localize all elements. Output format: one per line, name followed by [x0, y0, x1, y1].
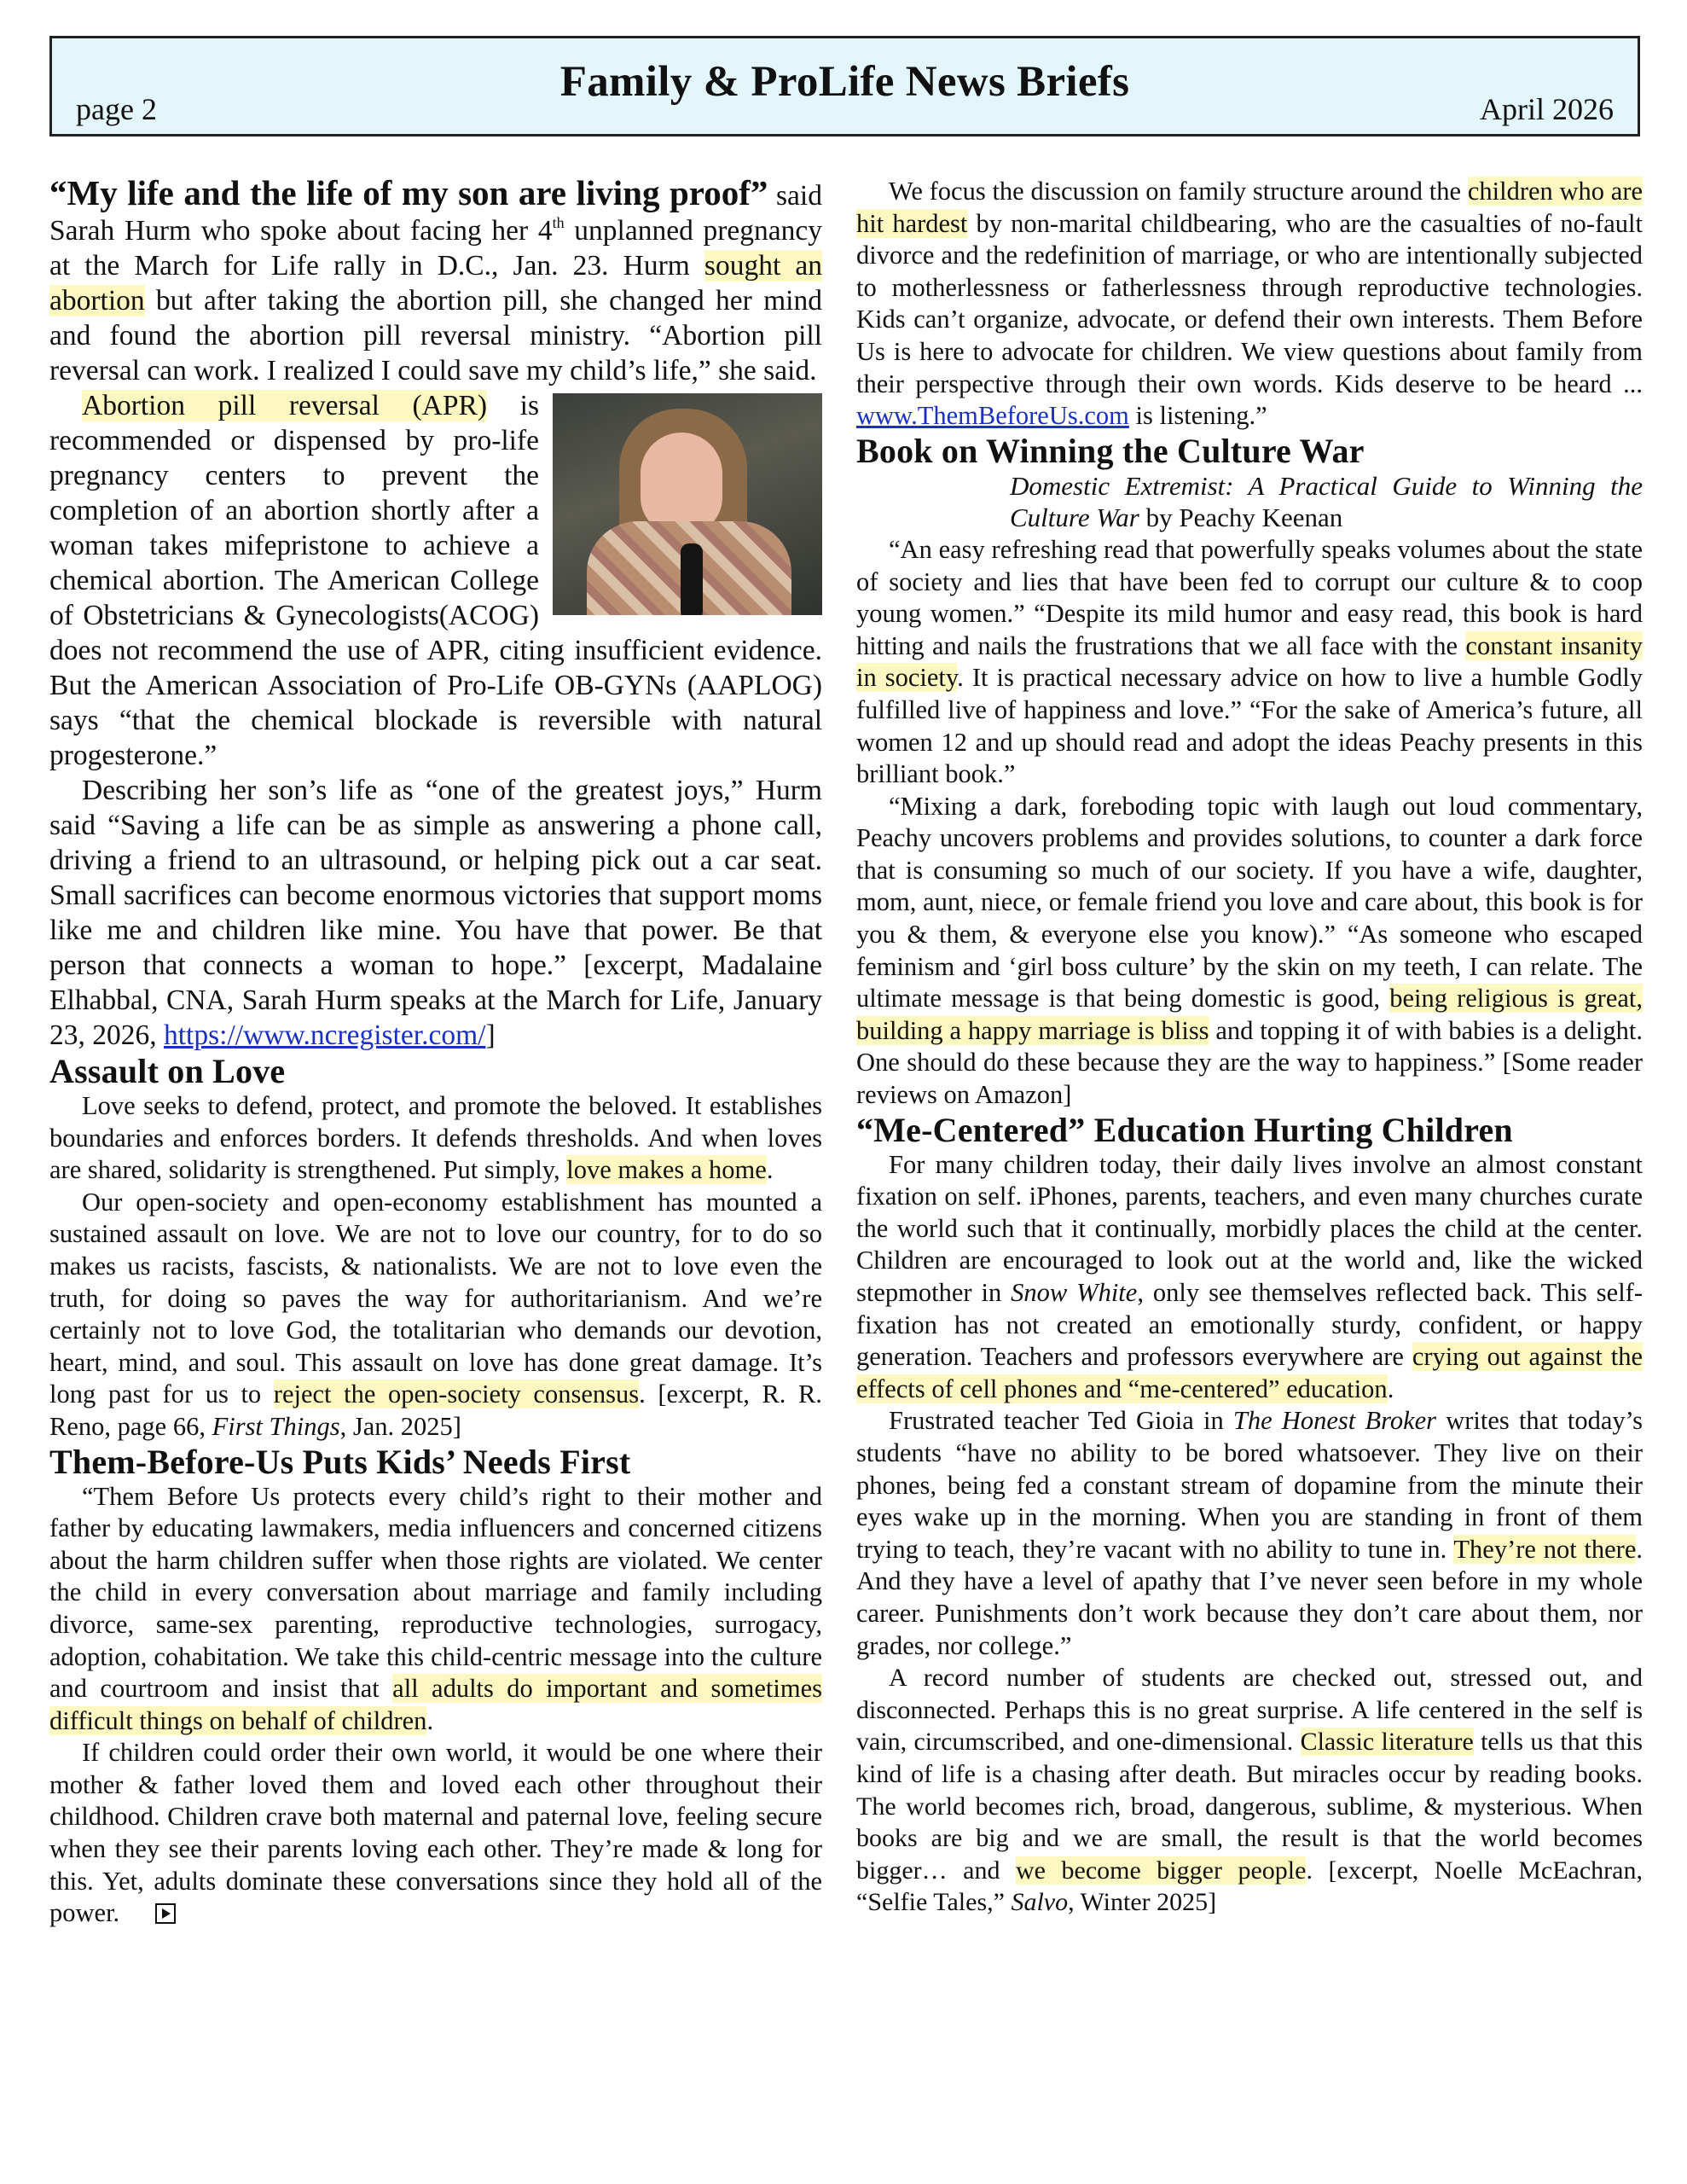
- highlight: Classic literature: [1300, 1728, 1474, 1757]
- article-headline: Them-Before-Us Puts Kids’ Needs First: [49, 1442, 631, 1481]
- article-headline: “My life and the life of my son are living proof”: [49, 173, 768, 212]
- paragraph: Our open-society and open-economy establishment has mounted a sustained assault on love. We are not to love our country, for to do so makes us racists, fascists, & nationalists. We are not to love even the truth, for doing so paves the way for authoritarianism. And we’re certainly not to love God, the totalitarian who demands our devotion, heart, mind, and soul. This assault on love has done great damage. It’s long past for us to reject the open-society consensus. [excerpt, R. R. Reno, page 66, First Things, Jan. 2025]: [49, 1187, 822, 1441]
- article-headline: Assault on Love: [49, 1052, 286, 1090]
- highlight: sought an abortion: [49, 250, 822, 317]
- masthead: [49, 36, 1640, 136]
- article-me-centered-education: [856, 1112, 1643, 1919]
- highlight: constant insanity in society: [856, 630, 1643, 693]
- highlight: reject the open-society consensus: [273, 1380, 640, 1409]
- book-title: Domestic Extremist: A Practical Guide to Winning the Culture War: [1010, 470, 1643, 533]
- speaker-photo: [553, 393, 822, 615]
- paragraph: Abortion pill reversal (APR) is recommended or dispensed by pro-life pregnancy centers to prevent the completion of an abortion shortly after a woman takes mifepristone to achieve a chemical abortion. The American College of Obstetricians & Gynecologists(ACOG) does not recommend the use of APR, citing insufficient evidence. But the American Association of Pro-Life OB-GYNs (AAPLOG) says “that the chemical blockade is reversible with natural progesterone.”: [49, 390, 822, 771]
- article-book-culture-war: [856, 433, 1643, 1112]
- paragraph: “Mixing a dark, foreboding topic with laugh out loud commentary, Peachy uncovers problems and provides solutions, to counter a dark force that is consuming so much of our society. If you have a wife, daughter, mom, aunt, niece, or female friend you love and care about, this book is for you & them, & everyone else you know).” “As someone who escaped feminism and ‘girl boss culture’ by the skin on my teeth, I can relate. The ultimate message is that being domestic is good, being religious is great, building a happy marriage is bliss and topping it of with babies is a delight. One should do these because they are the way to happiness.” [Some reader reviews on Amazon]: [856, 791, 1643, 1110]
- paragraph: If children could order their own world, it would be one where their mother & father loved them and loved each other throughout their childhood. Children crave both maternal and paternal love, feeling secure when they see their parents loving each other. They’re made & long for this. Yet, adults dominate these conversations since they hold all of the power.: [49, 1738, 822, 1928]
- article-march-for-life: [49, 173, 822, 1053]
- article-them-before-us: [49, 1443, 822, 1930]
- issue-date: April 2026: [1480, 92, 1614, 126]
- article-assault-on-love: [49, 1053, 822, 1443]
- paragraph: “An easy refreshing read that powerfully speaks volumes about the state of society and lies that have been fed to corrupt our culture & to coop young women.” “Despite its mild humor and easy read, this book is hard hitting and nails the frustrations that we all face with the constant insanity in society. It is practical necessary advice on how to live a humble Godly fulfilled live of happiness and love.” “For the sake of America’s future, all women 12 and up should read and adopt the ideas Peachy presents in this brilliant book.”: [856, 534, 1643, 789]
- highlight: love makes a home: [566, 1155, 767, 1185]
- highlight: all adults do important and sometimes difficult things on behalf of children: [49, 1674, 822, 1735]
- play-icon[interactable]: [155, 1903, 176, 1924]
- highlight: we become bigger people: [1016, 1856, 1307, 1885]
- right-column: [856, 176, 1643, 1919]
- left-column: [49, 173, 822, 1930]
- paragraph: For many children today, their daily lives involve an almost constant fixation on self. iPhones, parents, teachers, and even many churches curate the world such that it continually, morbidly places the child at the center. Children are encouraged to look out at the world and, like the wicked stepmother in Snow White, only see themselves reflected back. This self-fixation has not created an emotionally sturdy, confident, or happy generation. Teachers and professors everywhere are crying out against the effects of cell phones and “me-centered” education.: [856, 1149, 1644, 1403]
- highlight: children who are hit hardest: [856, 177, 1644, 238]
- article-lead-paragraph: “My life and the life of my son are living proof” said Sarah Hurm who spoke about facing her 4th unplanned pregnancy at the March for Life rally in D.C., Jan. 23. Hurm sought an abortion but after taking the abortion pill, she changed her mind and found the abortion pill reversal ministry. “Abortion pill reversal can work. I realized I could save my child’s life,” she said.: [49, 173, 822, 386]
- highlight: being religious is great, building a happy marriage is bliss: [856, 984, 1643, 1045]
- article-headline: Book on Winning the Culture War: [856, 431, 1365, 470]
- paragraph: “Them Before Us protects every child’s right to their mother and father by educating lawmakers, media influencers and concerned citizens about the harm children suffer when those rights are violated. We center the child in every conversation about marriage and family including divorce, same-sex parenting, reproductive technologies, surrogacy, adoption, cohabitation. We take this child-centric message into the culture and courtroom and insist that all adults do important and sometimes difficult things on behalf of children.: [49, 1481, 822, 1735]
- paragraph: A record number of students are checked out, stressed out, and disconnected. Perhaps this is no great surprise. A life centered in the self is vain, circumscribed, and one-dimensional. Classic literature tells us that this kind of life is a chasing after death. But miracles occur by reading books. The world becomes rich, broad, dangerous, sublime, & mysterious. When books are big and we are small, the result is that the world becomes bigger… and we become bigger people. [excerpt, Noelle McEachran, “Selfie Tales,” Salvo, Winter 2025]: [856, 1664, 1644, 1917]
- paragraph: Describing her son’s life as “one of the greatest joys,” Hurm said “Saving a life can be as simple as answering a phone call, driving a friend to an ultrasound, or helping pick out a car seat. Small sacrifices can become enormous victories that support moms like me and children like mine. You have that power. Be that person that connects a woman to hope.” [excerpt, Madalaine Elhabbal, CNA, Sarah Hurm speaks at the March for Life, January 23, 2026, https://www.ncregister.com/]: [49, 775, 822, 1051]
- paragraph: Love seeks to defend, protect, and promote the beloved. It establishes boundaries and enforces borders. It defends thresholds. And when loves are shared, solidarity is strengthened. Put simply, love makes a home.: [49, 1091, 822, 1185]
- book-author: by Peachy Keenan: [1139, 502, 1343, 533]
- highlight: Abortion pill reversal (APR): [82, 390, 488, 421]
- highlight: They’re not there: [1453, 1534, 1637, 1564]
- book-citation: [1010, 470, 1643, 534]
- page-number: page 2: [76, 92, 157, 126]
- article-them-before-us-continued: [856, 176, 1643, 433]
- paragraph: We focus the discussion on family structure around the children who are hit hardest by non-marital childbearing, who are the casualties of no-fault divorce and the redefinition of marriage, or who are intentionally subjected to motherlessness or fatherlessness through reproductive technologies. Kids can’t organize, advocate, or defend their own interests. Them Before Us is here to advocate for children. We view questions about family from their perspective through their own words. Kids deserve to be heard ... www.ThemBeforeUs.com is listening.”: [856, 177, 1644, 431]
- paragraph: Frustrated teacher Ted Gioia in The Honest Broker writes that today’s students “have no ability to be bored whatsoever. They live on their phones, being fed a constant stream of dopamine from the minute their eyes wake up in the morning. When you are standing in front of them trying to teach, they’re vacant with no ability to tune in. They’re not there. And they have a level of apathy that I’ve never seen before in my whole career. Punishments don’t work because they don’t care about them, nor grades, nor college.”: [856, 1406, 1643, 1660]
- ncregister-link[interactable]: https://www.ncregister.com/: [164, 1019, 486, 1051]
- thembeforeus-link[interactable]: www.ThemBeforeUs.com: [856, 401, 1129, 431]
- newsletter-title: Family & ProLife News Briefs: [559, 58, 1130, 106]
- highlight: crying out against the effects of cell phones and “me-centered” education: [856, 1342, 1644, 1403]
- article-headline: “Me-Centered” Education Hurting Children: [856, 1110, 1513, 1149]
